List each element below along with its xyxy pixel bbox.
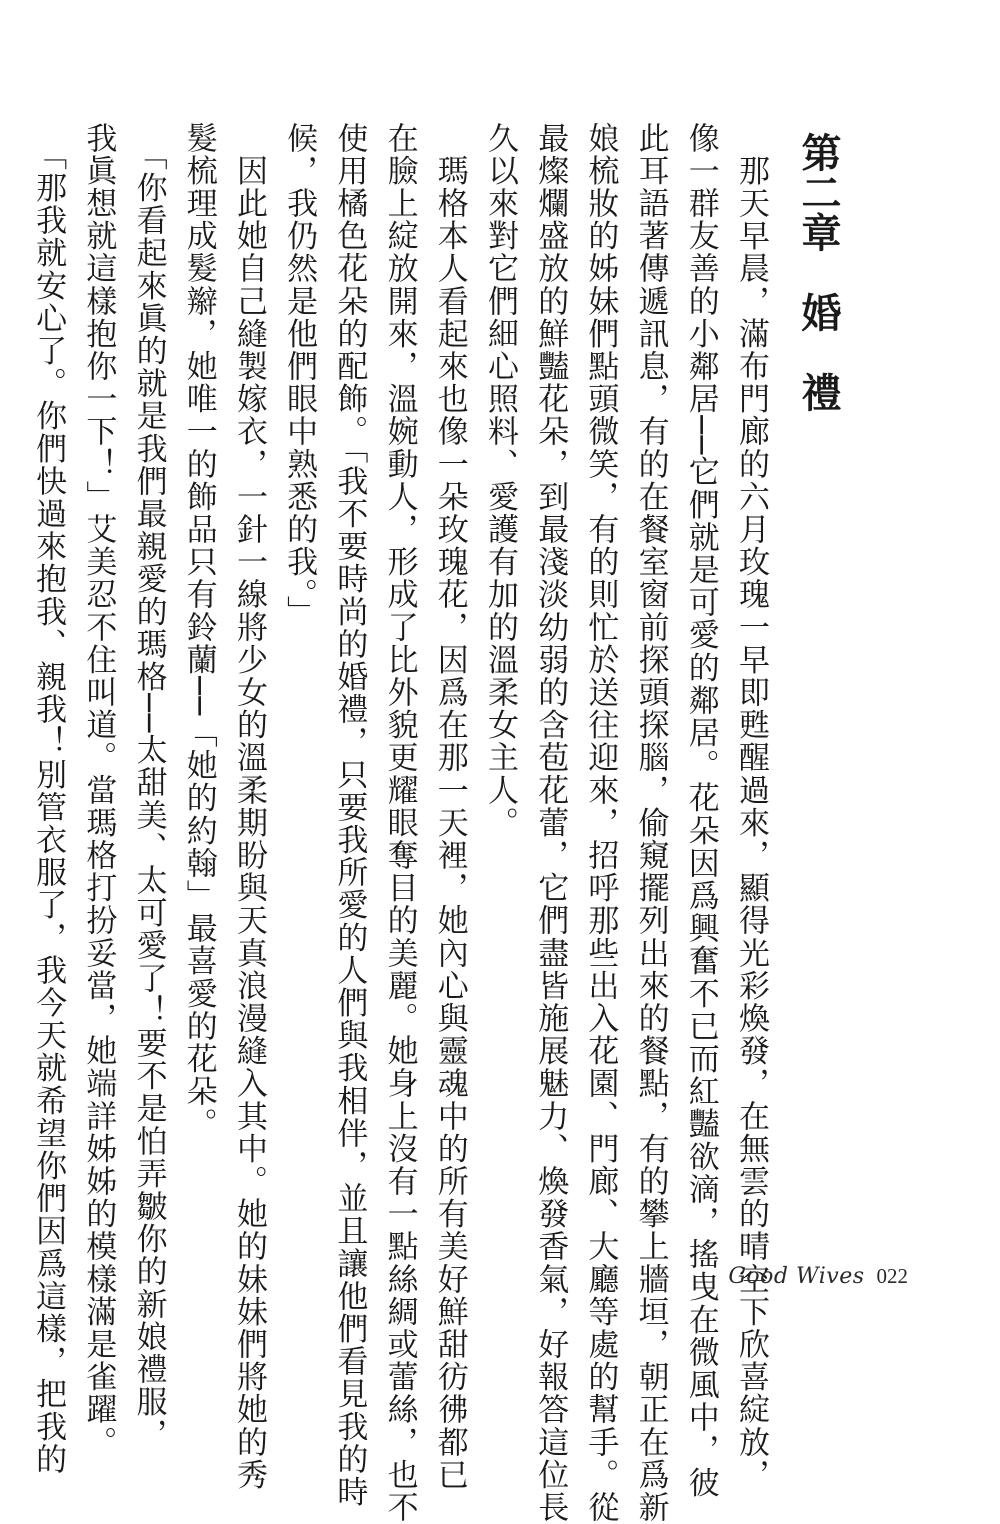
text-column: 娘梳妝的姊妹們點頭微笑，有的則忙於送往迎來，招呼那些出入花園、門廊、大廳等處的幫手。從 bbox=[582, 122, 619, 1524]
book-title: Good Wives bbox=[728, 1264, 865, 1289]
page-number: 022 bbox=[876, 1264, 908, 1288]
text-column: 那天早晨，滿布門廊的六月玫瑰一早即甦醒過來，顯得光彩煥發，在無雲的晴空下欣喜綻放， bbox=[733, 122, 769, 1492]
body-text bbox=[23, 122, 776, 1524]
text-column: 因此她自己縫製嫁衣，一針一線將少女的溫柔期盼與天真浪漫縫入其中。她的妹妹們將她的秀 bbox=[230, 122, 267, 1492]
text-column: 此耳語著傳遞訊息，有的在餐室窗前探頭探腦，偷窺擺列出來的餐點，有的攀上牆垣，朝正在爲新 bbox=[632, 122, 669, 1524]
text-column: 使用橘色花朵的配飾。「我不要時尚的婚禮，只要我所愛的人們與我相伴，並且讓他們看見我的時 bbox=[331, 122, 368, 1509]
text-column: 髮梳理成髮辮，她唯一的飾品只有鈴蘭──「她的約翰」最喜愛的花朵。 bbox=[180, 122, 217, 1141]
text-column: 像一群友善的小鄰居──它們就是可愛的鄰居。花朵因爲興奮不已而紅豔欲滴，搖曳在微風中，彼 bbox=[682, 122, 719, 1500]
text-column: 「那我就安心了。你們快過來抱我、親我！別管衣服了，我今天就希望你們因爲這樣，把我的 bbox=[30, 122, 67, 1476]
text-column: 瑪格本人看起來也像一朵玫瑰花，因爲在那一天裡，她內心與靈魂中的所有美好鮮甜彷彿都已 bbox=[431, 122, 468, 1492]
page-footer bbox=[728, 1264, 908, 1298]
chapter-title: 第二章 婚 禮 bbox=[795, 132, 842, 412]
text-column: 久以來對它們細心照料、愛護有加的溫柔女主人。 bbox=[481, 122, 518, 840]
text-column: 在臉上綻放開來，溫婉動人，形成了比外貌更耀眼奪目的美麗。她身上沒有一點絲綢或蕾絲，也不 bbox=[381, 122, 418, 1524]
text-column: 最燦爛盛放的鮮豔花朵，到最淺淡幼弱的含苞花蕾，它們盡皆施展魅力、煥發香氣，好報答這位長 bbox=[532, 122, 569, 1524]
text-column: 「你看起來眞的就是我們最親愛的瑪格──太甜美、太可愛了！要不是怕弄皺你的新娘禮服， bbox=[130, 122, 167, 1452]
text-column: 我眞想就這樣抱你一下！」艾美忍不住叫道。當瑪格打扮妥當，她端詳姊姊的模樣滿是雀躍。 bbox=[80, 122, 117, 1459]
text-column: 候，我仍然是他們眼中熟悉的我。」 bbox=[281, 122, 318, 629]
